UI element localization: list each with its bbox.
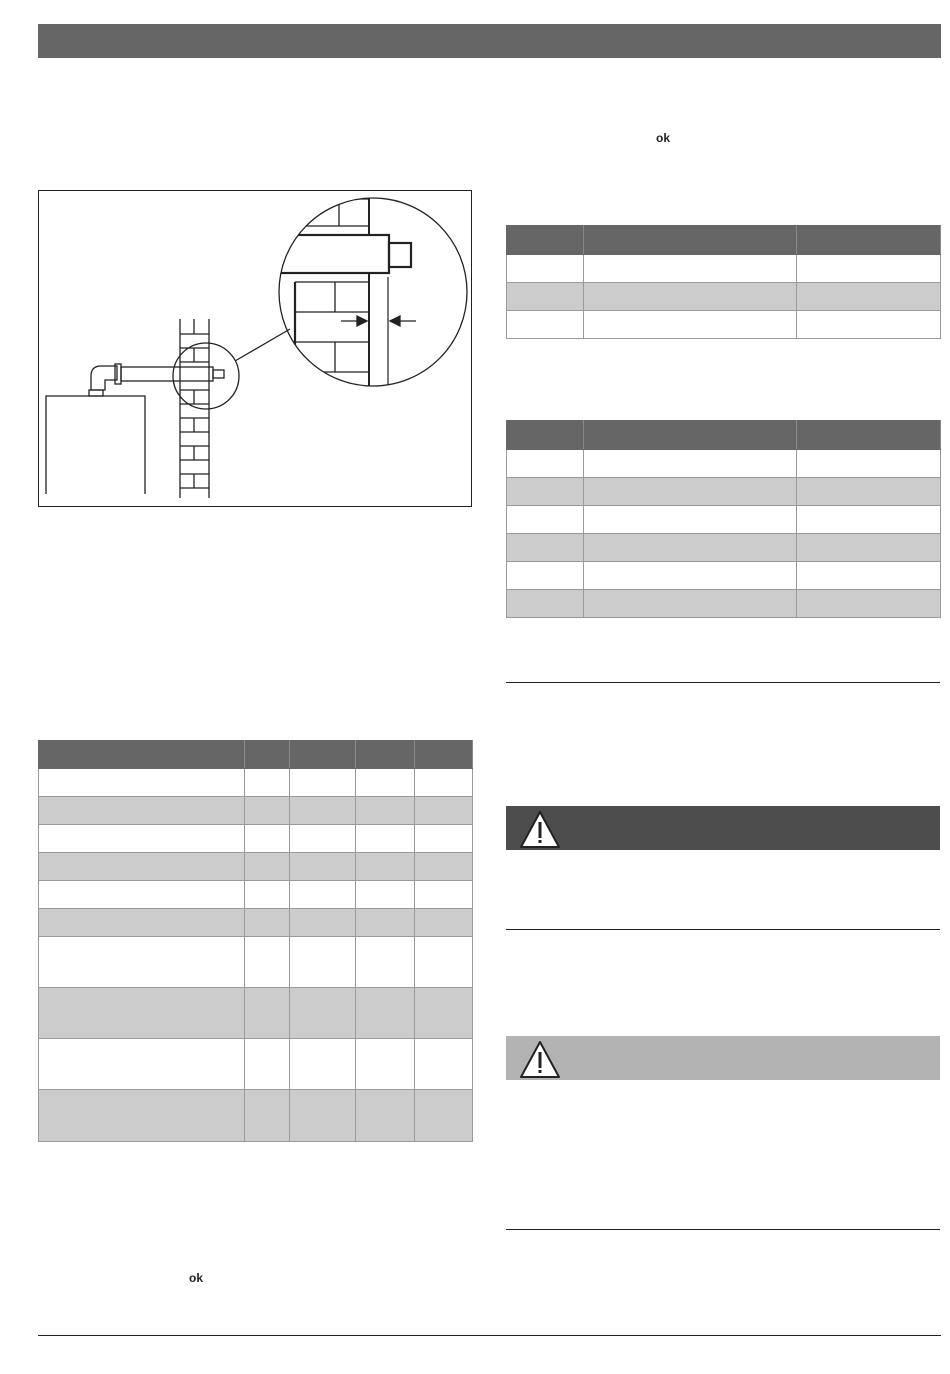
table-cell xyxy=(356,853,415,881)
table-cell xyxy=(584,590,797,618)
page-header-bar xyxy=(38,24,941,58)
section-divider xyxy=(506,1229,940,1230)
table-cell xyxy=(584,283,797,311)
flue-installation-figure xyxy=(38,190,472,507)
table-header-row xyxy=(507,226,941,255)
warning-triangle-icon xyxy=(518,1038,562,1080)
table-cell xyxy=(245,1090,290,1142)
left-data-table xyxy=(38,740,473,1142)
table-header-cell xyxy=(415,741,473,769)
table-cell xyxy=(39,797,245,825)
table-cell xyxy=(415,825,473,853)
table-cell xyxy=(356,881,415,909)
table-row xyxy=(39,797,473,825)
table-row xyxy=(507,562,941,590)
table-cell xyxy=(415,937,473,988)
table-cell xyxy=(290,825,356,853)
table-header-cell xyxy=(507,226,584,255)
table-cell xyxy=(39,1039,245,1090)
table-header-cell xyxy=(507,421,584,450)
table-cell xyxy=(290,988,356,1039)
table-header-cell xyxy=(584,226,797,255)
table-cell xyxy=(245,909,290,937)
table-cell xyxy=(584,255,797,283)
warning-bar-danger xyxy=(506,806,940,850)
boiler-outline xyxy=(46,396,145,494)
table-cell xyxy=(584,506,797,534)
table-row xyxy=(39,1039,473,1090)
table-cell xyxy=(507,534,584,562)
table-row xyxy=(39,881,473,909)
table-cell xyxy=(356,797,415,825)
table-cell xyxy=(245,769,290,797)
table-header-cell xyxy=(797,421,941,450)
table-cell xyxy=(356,1039,415,1090)
table-cell xyxy=(415,853,473,881)
table-header-row xyxy=(39,741,473,769)
table-cell xyxy=(507,283,584,311)
table-cell xyxy=(39,937,245,988)
flue-terminal xyxy=(213,370,224,378)
right-bottom-data-table xyxy=(506,420,941,618)
table-cell xyxy=(39,1090,245,1142)
table-cell xyxy=(290,769,356,797)
table-cell xyxy=(415,881,473,909)
table-cell xyxy=(356,769,415,797)
table-row xyxy=(39,853,473,881)
table-cell xyxy=(39,825,245,853)
table-cell xyxy=(245,881,290,909)
table-cell xyxy=(507,562,584,590)
warning-triangle-icon xyxy=(518,808,562,850)
table-header-cell xyxy=(290,741,356,769)
table-cell xyxy=(245,853,290,881)
table-cell xyxy=(584,562,797,590)
table-header-cell xyxy=(39,741,245,769)
table-cell xyxy=(797,311,941,339)
flue-collar xyxy=(115,364,121,384)
table-cell xyxy=(797,450,941,478)
section-divider xyxy=(506,682,940,683)
boiler-outlet xyxy=(89,390,103,396)
ok-label-bottom: ok xyxy=(189,1271,204,1285)
table-header-cell xyxy=(797,226,941,255)
table-row xyxy=(39,909,473,937)
table-cell xyxy=(797,590,941,618)
table-cell xyxy=(507,590,584,618)
table-row xyxy=(39,988,473,1039)
table-row xyxy=(39,937,473,988)
table-cell xyxy=(290,1039,356,1090)
table-cell xyxy=(797,534,941,562)
table-row xyxy=(507,534,941,562)
page-footer-rule xyxy=(38,1335,941,1336)
table-cell xyxy=(39,909,245,937)
table-cell xyxy=(507,255,584,283)
table-cell xyxy=(797,562,941,590)
table-cell xyxy=(245,825,290,853)
table-cell xyxy=(415,1090,473,1142)
table-cell xyxy=(797,255,941,283)
table-cell xyxy=(797,283,941,311)
table-cell xyxy=(290,797,356,825)
table-cell xyxy=(507,450,584,478)
table-cell xyxy=(356,988,415,1039)
table-row xyxy=(507,478,941,506)
warning-bar-caution xyxy=(506,1036,940,1080)
table-cell xyxy=(415,797,473,825)
table-cell xyxy=(797,478,941,506)
table-header-row xyxy=(507,421,941,450)
table-cell xyxy=(584,450,797,478)
table-cell xyxy=(584,311,797,339)
table-cell xyxy=(356,937,415,988)
table-cell xyxy=(507,506,584,534)
table-row xyxy=(39,1090,473,1142)
right-top-data-table xyxy=(506,225,941,339)
table-cell xyxy=(290,853,356,881)
detail-marker-circle xyxy=(173,343,239,409)
table-cell xyxy=(507,311,584,339)
table-cell xyxy=(39,769,245,797)
section-divider xyxy=(506,929,940,930)
table-cell xyxy=(39,853,245,881)
table-row xyxy=(39,825,473,853)
flue-elbow xyxy=(91,366,117,390)
table-cell xyxy=(39,881,245,909)
table-header-cell xyxy=(245,741,290,769)
table-cell xyxy=(290,1090,356,1142)
table-cell xyxy=(507,478,584,506)
table-cell xyxy=(356,825,415,853)
table-cell xyxy=(39,988,245,1039)
table-row xyxy=(507,311,941,339)
ok-label-top: ok xyxy=(656,131,671,145)
table-cell xyxy=(797,506,941,534)
table-row xyxy=(507,590,941,618)
table-row xyxy=(507,283,941,311)
table-cell xyxy=(245,1039,290,1090)
table-row xyxy=(507,255,941,283)
table-cell xyxy=(290,881,356,909)
table-row xyxy=(39,769,473,797)
table-cell xyxy=(245,937,290,988)
table-cell xyxy=(584,478,797,506)
table-cell xyxy=(415,769,473,797)
table-cell xyxy=(356,1090,415,1142)
table-cell xyxy=(290,909,356,937)
table-cell xyxy=(584,534,797,562)
table-header-cell xyxy=(584,421,797,450)
table-cell xyxy=(290,937,356,988)
table-cell xyxy=(415,1039,473,1090)
table-cell xyxy=(415,909,473,937)
table-cell xyxy=(245,797,290,825)
flue-diagram xyxy=(39,191,473,508)
table-row xyxy=(507,506,941,534)
flue-pipe xyxy=(121,367,213,381)
table-cell xyxy=(415,988,473,1039)
table-header-cell xyxy=(356,741,415,769)
table-row xyxy=(507,450,941,478)
table-cell xyxy=(356,909,415,937)
table-cell xyxy=(245,988,290,1039)
